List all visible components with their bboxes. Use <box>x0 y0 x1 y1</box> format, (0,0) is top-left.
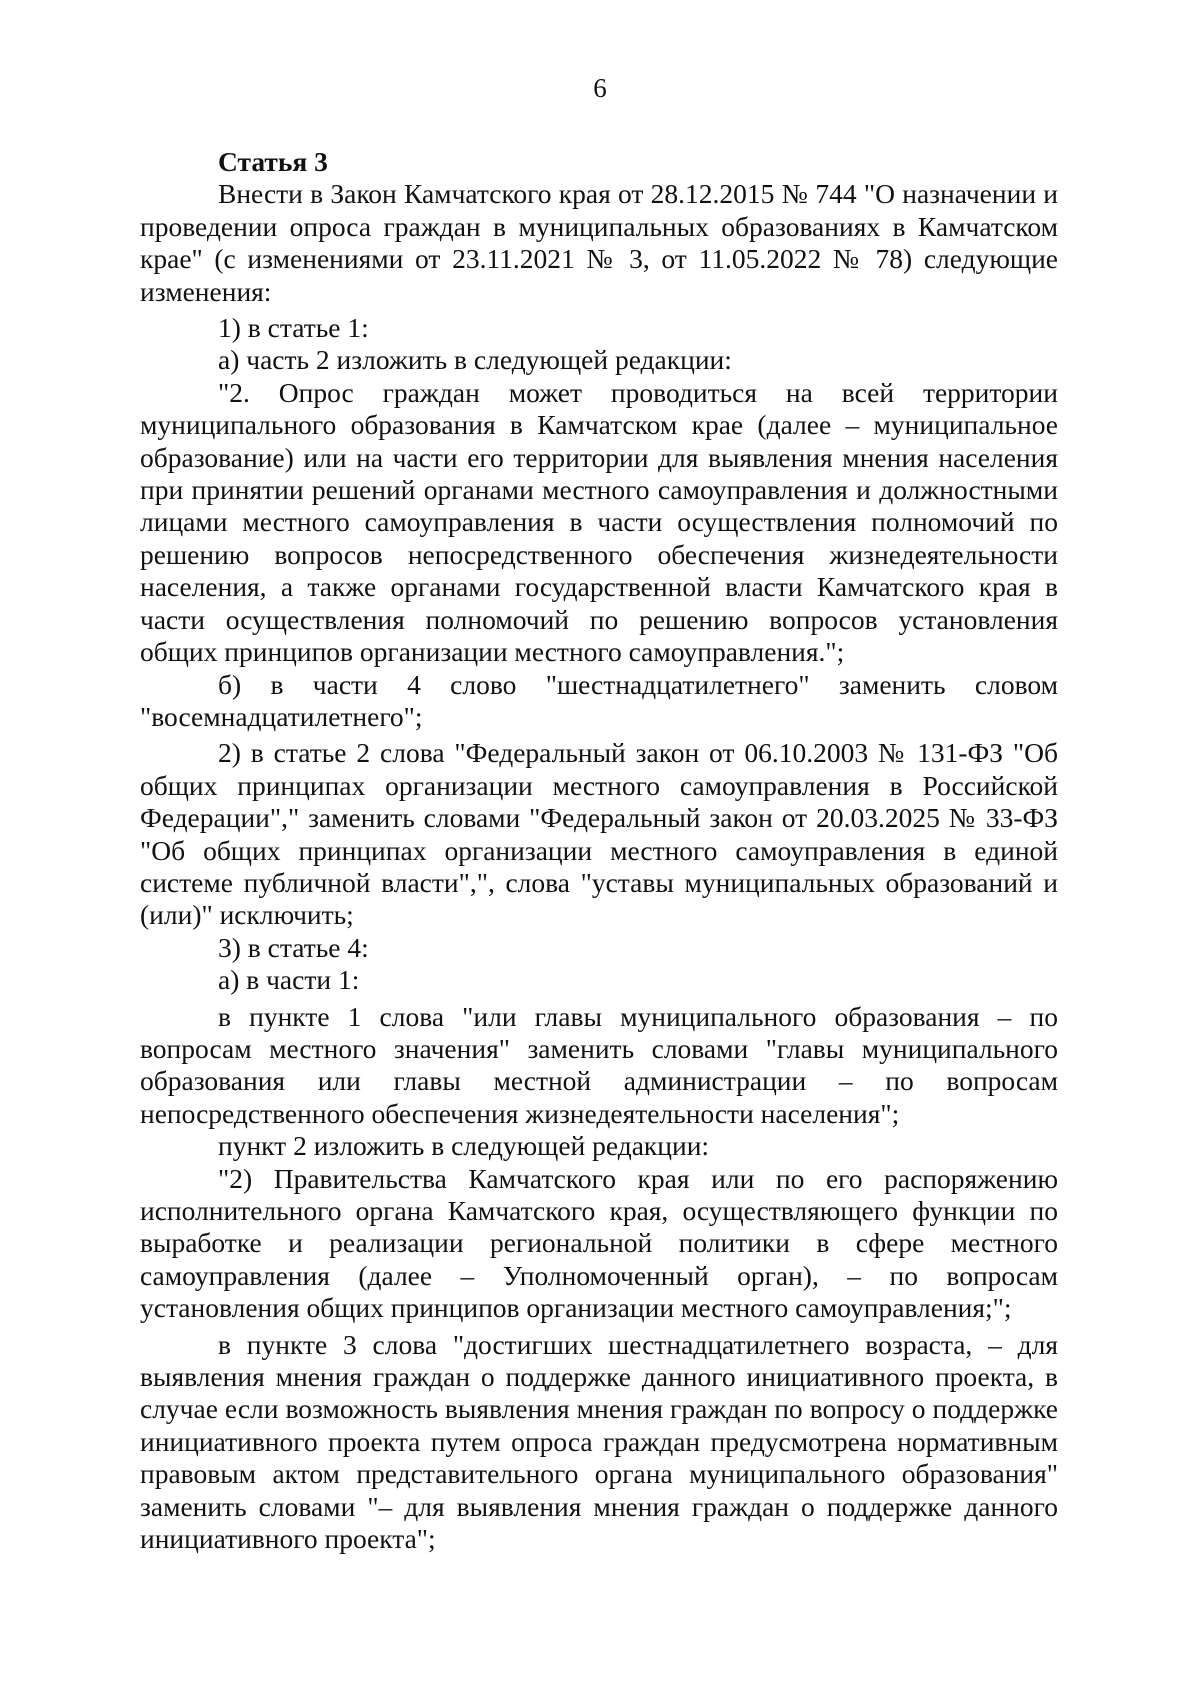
paragraph-intro: Внести в Закон Камчатского края от 28.12.2015 № 744 "О назначении и проведении опроса граждан в муниципальных образованиях в Камчатском крае" (с изменениями от 23.11.2021 № 3, от 11.05.2022 № 78) следующие изменения: <box>140 178 1058 307</box>
paragraph-item-1: 1) в статье 1: <box>218 312 369 344</box>
paragraph-item-1b: б) в части 4 слово "шестнадцатилетнего" заменить словом "восемнадцатилетнего"; <box>140 668 1058 732</box>
paragraph-point-3: в пункте 3 слова "достигших шестнадцатилетнего возраста, – для выявления мнения граждан о поддержке данного инициативного проекта, в случае если возможность выявления мнения граждан по вопросу о поддержке инициативного проекта путем опроса граждан предусмотрена нормативным правовым актом представительного органа муниципального образования" заменить словами "– для выявления мнения граждан о поддержке данного инициативного проекта"; <box>140 1328 1058 1555</box>
document-body <box>140 146 1058 1555</box>
paragraph-item-3: 3) в статье 4: <box>218 931 369 963</box>
paragraph-item-3a: а) в части 1: <box>218 964 360 996</box>
article-title: Статья 3 <box>218 146 328 177</box>
paragraph-quoted-point-2: "2) Правительства Камчатского края или по его распоряжению исполнительного органа Камчатского края, осуществляющего функции по выработке и реализации региональной политики в сфере местного самоуправления (далее – Уполномоченный орган), – по вопросам установления общих принципов организации местного самоуправления;"; <box>140 1162 1058 1324</box>
paragraph-quoted-part-2: "2. Опрос граждан может проводиться на всей территории муниципального образования в Камчатском крае (далее – муниципальное образование) или на части его территории для выявления мнения населения при принятии решений органами местного самоуправления и должностными лицами местного самоуправления в части осуществления полномочий по решению вопросов непосредственного обеспечения жизнедеятельности населения, а также органами государственной власти Камчатского края в части осуществления полномочий по решению вопросов установления общих принципов организации местного самоуправления."; <box>140 376 1058 668</box>
paragraph-item-1a: а) часть 2 изложить в следующей редакции: <box>218 344 732 376</box>
paragraph-item-2: 2) в статье 2 слова "Федеральный закон от 06.10.2003 № 131-ФЗ "Об общих принципах организации местного самоуправления в Российской Федерации"," заменить словами "Федеральный закон от 20.03.2025 № 33-ФЗ "Об общих принципах организации местного самоуправления в единой системе публичной власти",", слова "уставы муниципальных образований и (или)" исключить; <box>140 737 1058 931</box>
paragraph-point-2-intro: пункт 2 изложить в следующей редакции: <box>218 1130 710 1162</box>
page-number: 6 <box>593 73 607 103</box>
paragraph-point-1: в пункте 1 слова "или главы муниципального образования – по вопросам местного значения" заменить словами "главы муниципального образования или главы местной администрации – по вопросам непосредственного обеспечения жизнедеятельности населения"; <box>140 1000 1058 1129</box>
